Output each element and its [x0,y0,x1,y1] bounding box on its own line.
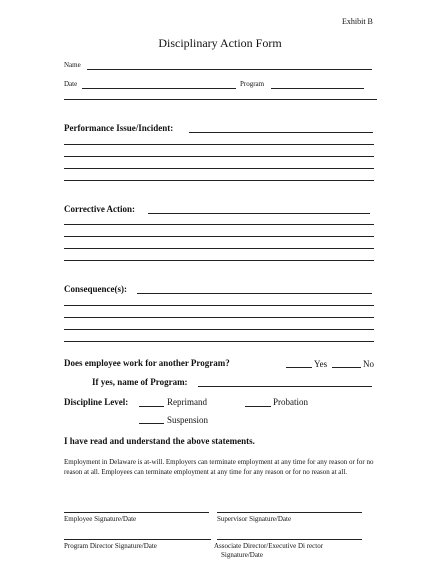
form-title: Disciplinary Action Form [158,36,282,50]
corrective-line[interactable] [64,224,374,225]
associate-director-signature-field[interactable] [217,539,362,540]
if-yes-program-label: If yes, name of Program: [92,377,188,387]
program-director-signature-field[interactable] [64,539,211,540]
exhibit-label: Exhibit B [342,17,373,26]
suspension-field[interactable] [139,423,164,424]
performance-line[interactable] [64,180,374,181]
yes-field[interactable] [286,367,312,368]
consequence-line[interactable] [64,305,374,306]
performance-issue-field[interactable] [189,132,373,133]
performance-issue-label: Performance Issue/Incident: [64,123,174,133]
reprimand-field[interactable] [139,406,164,407]
corrective-action-field[interactable] [148,213,370,214]
another-program-question: Does employee work for another Program? [64,358,230,368]
if-yes-program-field[interactable] [198,386,372,387]
acknowledgement-statement: I have read and understand the above statements. [64,436,255,446]
performance-line[interactable] [64,144,374,145]
discipline-level-label: Discipline Level: [64,397,129,407]
date-field[interactable] [82,88,236,89]
at-will-policy-text: Employment in Delaware is at-will. Employers can terminate employment at any time for any reason or for no reason at all. Employees can terminate employment at any time for any reason or for no reason at all. [64,458,374,476]
consequence-line[interactable] [64,329,374,330]
program-director-signature-label: Program Director Signature/Date [64,542,157,550]
name-label: Name [64,61,81,69]
no-field[interactable] [332,367,361,368]
supervisor-signature-label: Supervisor Signature/Date [217,515,292,523]
consequence-line[interactable] [64,341,374,342]
reprimand-label: Reprimand [167,397,207,407]
performance-line[interactable] [64,156,374,157]
consequence-line[interactable] [64,317,374,318]
probation-field[interactable] [245,406,271,407]
associate-director-signature-label: Associate Director/Executive Di rector [214,542,324,550]
suspension-label: Suspension [167,415,209,425]
supervisor-signature-field[interactable] [217,512,362,513]
yes-label: Yes [314,359,328,369]
consequence-label: Consequence(s): [64,284,127,294]
corrective-line[interactable] [64,236,374,237]
header-divider [64,99,377,100]
corrective-line[interactable] [64,248,374,249]
performance-line[interactable] [64,168,374,169]
program-label: Program [240,80,265,88]
consequence-field[interactable] [137,293,372,294]
date-label: Date [64,80,78,88]
name-field[interactable] [87,69,372,70]
associate-director-signature-date-label: Signature/Date [221,551,263,559]
corrective-line[interactable] [64,260,374,261]
probation-label: Probation [273,397,308,407]
corrective-action-label: Corrective Action: [64,204,136,214]
no-label: No [363,359,374,369]
employee-signature-label: Employee Signature/Date [64,515,137,523]
program-field[interactable] [271,88,364,89]
employee-signature-field[interactable] [64,512,209,513]
